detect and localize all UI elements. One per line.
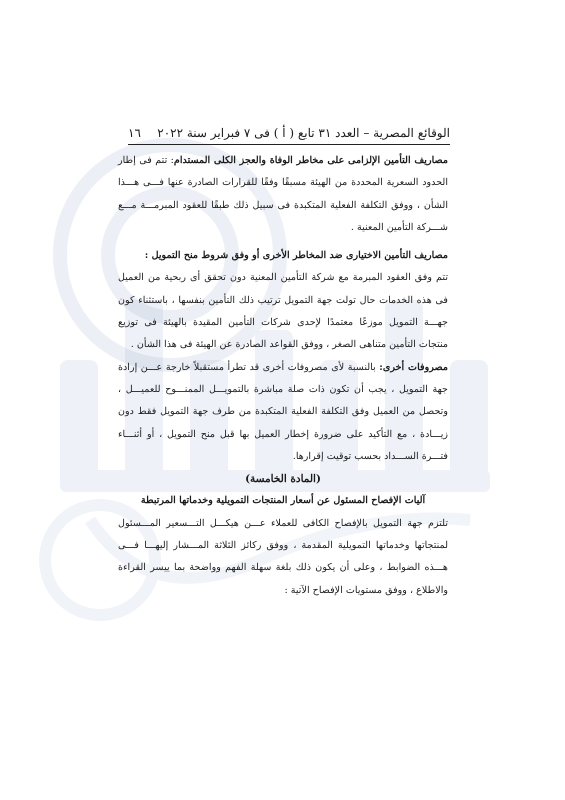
section-body-optional-insurance: تتم وفق العقود المبرمة مع شركة التأمين المعنية دون تحقق أى ربحية من العميل فى هذه الخدمات حال تولت جهة التمويل ترتيب ذلك التأمين بنفسها ، باستثناء كون جهـــة التمويل موزعًا معتمدًا لإحدى شركات التأمين المقيدة بالهيئة فى توزيع منتجات التأمين متناهى الصغر ، ووفق القواعد الصادرة عن الهيئة فى هذا الشأن .	[118, 272, 448, 351]
section-title-compulsory-insurance: مصاريف التأمين الإلزامى على مخاطر الوفاة والعجز الكلى المستدام	[173, 155, 448, 166]
section-title-other-expenses: مصروفات أخرى:	[379, 361, 448, 373]
section-compulsory-insurance	[118, 150, 448, 239]
page-number: ١٦	[128, 126, 141, 140]
section-body-other-expenses: بالنسبة لأى مصروفات أخرى قد تطرأ مستقبلاً خارجة عـــن إرادة جهة التمويل ، يجب أن تكون ذات صلة مباشرة بالتمويـــل الممنـــوح للعميـــل ، وتحصل من العميل وفق التكلفة الفعلية المتكبدة من طرف جهة التمويل فقط دون زيـــادة ، مع التأكيد على ضرورة إخطار العميل بها قبل منح التمويل ، أو أثنـــاء فتـــرة الســـداد بحسب توقيت إقرارها.	[118, 361, 448, 462]
page-header	[128, 126, 450, 146]
document-body	[118, 150, 448, 602]
section-other-expenses	[118, 357, 448, 468]
gazette-header-title: الوقائع المصرية – العدد ٣١ تابع ( أ ) فى ٧ فبراير سنة ٢٠٢٢	[157, 126, 450, 140]
article-body: تلتزم جهة التمويل بالإفصاح الكافى للعملاء عـــن هيكـــل التـــسعير المـــسئول لمنتجاتها وخدماتها التمويلية المقدمة ، ووفق ركائز الثلاثة المـــشار إليهـــا فـــى هـــذه الضوابط ، وعلى أن يكون ذلك بلغة سهلة الفهم وواضحة بما ييسر القراءة والاطلاع ، ووفق مستويات الإفصاح الآتية :	[118, 517, 448, 596]
header-divider	[128, 144, 450, 145]
article-subtitle: آليات الإفصاح المسئول عن أسعار المنتجات التمويلية وخدماتها المرتبطة	[140, 495, 426, 507]
article-heading: (المادة الخامسة)	[245, 473, 321, 486]
section-title-optional-insurance: مصاريف التأمين الاختيارى ضد المخاطر الأخرى أو وفق شروط منح التمويل :	[144, 250, 448, 262]
section-body-compulsory-insurance: : تتم فى إطار الحدود السعرية المحددة من الهيئة مسبقًا وفقًا للقرارات الصادرة عنها فـــى هـــذا الشأن ، ووفق التكلفة الفعلية المتكبدة فى سبيل ذلك طبقًا للعقود المبرمـــة مـــع شـــركة التأمين المعنية .	[118, 155, 448, 233]
